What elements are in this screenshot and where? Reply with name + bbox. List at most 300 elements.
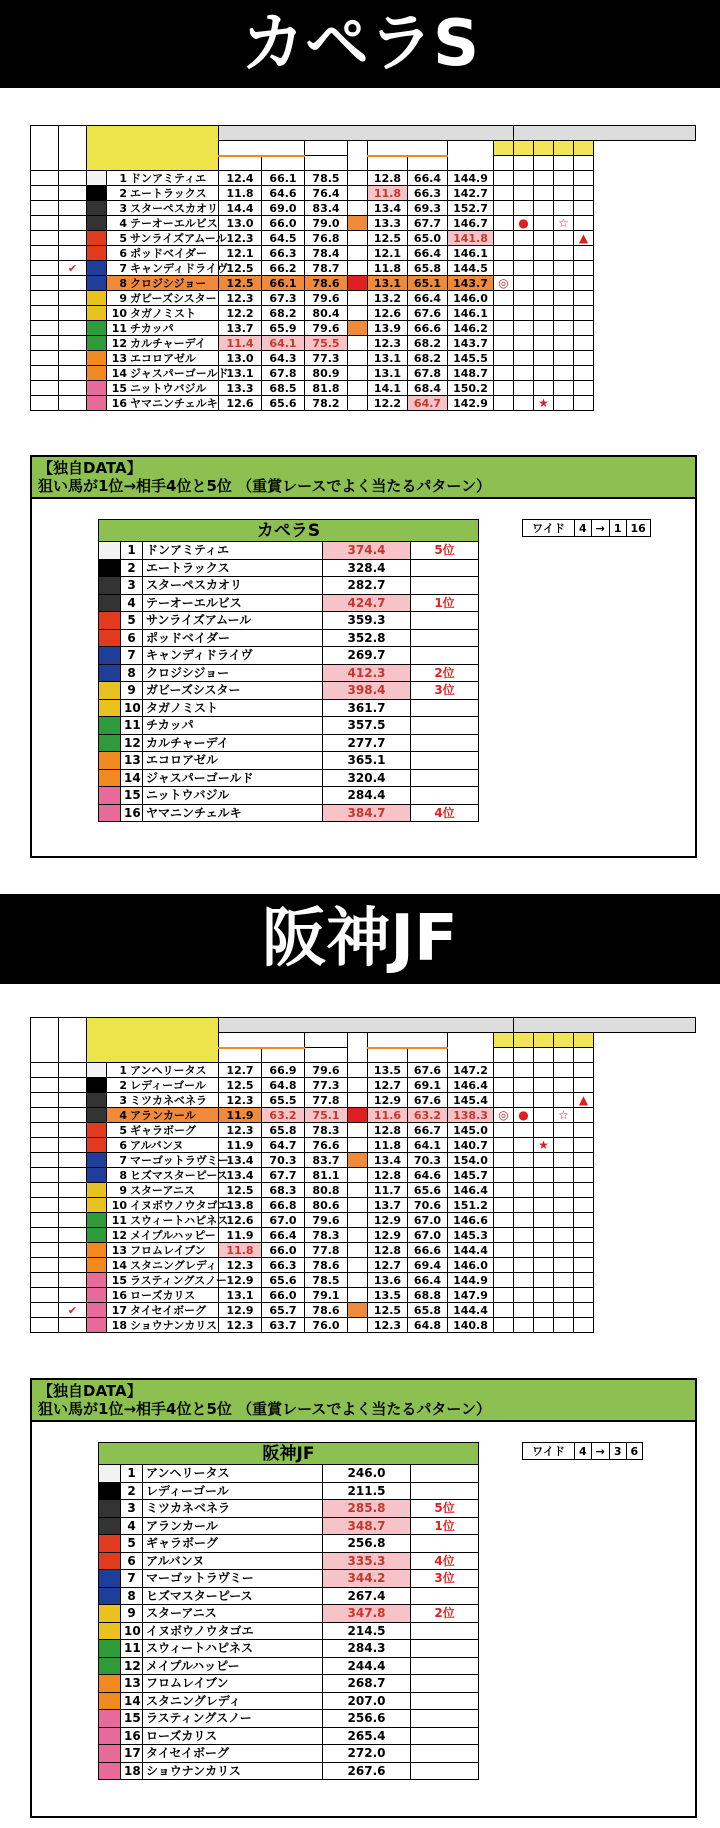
finish-cell [31, 1243, 59, 1258]
pattern-cell: ▲ [574, 1093, 594, 1108]
value-l1: 12.8 [368, 1243, 408, 1258]
pattern-cell [494, 1243, 514, 1258]
rank-row [99, 1570, 479, 1588]
wide-cell: 4 [575, 1443, 592, 1460]
pattern-cell [514, 396, 534, 411]
horse-number: 14 [111, 366, 127, 380]
horse-name: スターペスカオリ [143, 577, 323, 595]
pattern-cell: ▲ [574, 231, 594, 246]
pattern-cell [534, 351, 554, 366]
horse-name: ラスティングスノー [143, 1710, 323, 1728]
value-b2: 64.3 [262, 351, 305, 366]
pattern-cell [554, 1183, 574, 1198]
frame-swatch [87, 1153, 107, 1168]
horse-name-text: メイプルハッピー [130, 1228, 216, 1242]
value-l2: 66.4 [408, 291, 448, 306]
value-s: 78.6 [305, 1303, 348, 1318]
horse-name [107, 306, 219, 321]
frame-swatch [87, 1168, 107, 1183]
horse-number: 8 [119, 276, 127, 290]
horse-name-text: ミツカネベネラ [130, 1093, 207, 1107]
rank-label [411, 1675, 479, 1693]
rank-label [411, 629, 479, 647]
g-cell [59, 351, 87, 366]
value-l2: 64.7 [408, 396, 448, 411]
frame-swatch [99, 629, 121, 647]
value-l2: 65.1 [408, 276, 448, 291]
horse-name [107, 396, 219, 411]
rank-row [99, 594, 479, 612]
value-b2: 63.7 [262, 1318, 305, 1333]
pattern-cell [554, 1258, 574, 1273]
jitsu-cell [348, 1183, 368, 1198]
horse-number: 4 [121, 594, 143, 612]
finish-cell [31, 201, 59, 216]
pattern-cell [534, 1288, 554, 1303]
horse-name-text: ギャラボーグ [130, 1123, 196, 1137]
horse-name-text: タイセイボーグ [130, 1303, 207, 1317]
finish-cell [31, 1108, 59, 1123]
score: 277.7 [323, 734, 411, 752]
table-row [31, 1108, 696, 1123]
finish-cell [31, 1093, 59, 1108]
finish-cell [31, 1123, 59, 1138]
value-t: 147.2 [448, 1063, 494, 1078]
jitsu-cell [348, 1153, 368, 1168]
frame-swatch [87, 1258, 107, 1273]
frame-swatch [99, 664, 121, 682]
horse-number: 11 [111, 1213, 127, 1227]
jitsu-cell [348, 1108, 368, 1123]
horse-name-text: タガノミスト [130, 306, 196, 320]
value-b1: 13.8 [219, 1198, 262, 1213]
jitsu-cell [348, 366, 368, 381]
value-t: 144.4 [448, 1303, 494, 1318]
horse-name: カルチャーデイ [143, 734, 323, 752]
frame-swatch [99, 1587, 121, 1605]
table-row [31, 276, 696, 291]
horse-number: 3 [121, 1500, 143, 1518]
pattern-cell [514, 336, 534, 351]
horse-name-text: アルバンヌ [130, 1138, 184, 1152]
horse-name-text: エコロアゼル [130, 351, 196, 365]
horse-name: フロムレイブン [143, 1675, 323, 1693]
score: 284.3 [323, 1640, 411, 1658]
rank-label: 1位 [411, 594, 479, 612]
pattern-cell [574, 1243, 594, 1258]
frame-swatch [99, 1675, 121, 1693]
value-t: 150.2 [448, 381, 494, 396]
pattern-cell [514, 1318, 534, 1333]
g-cell [59, 1258, 87, 1273]
value-l2: 66.3 [408, 186, 448, 201]
frame-swatch [87, 396, 107, 411]
value-b1: 12.6 [219, 396, 262, 411]
horse-name-text: スターペスカオリ [130, 201, 218, 215]
pattern-cell [534, 201, 554, 216]
pattern-cell [534, 1123, 554, 1138]
g-cell [59, 1318, 87, 1333]
finish-cell [31, 1258, 59, 1273]
frame-swatch [99, 1500, 121, 1518]
value-b2: 64.7 [262, 1138, 305, 1153]
table-row [31, 216, 696, 231]
jitsu-cell [348, 1273, 368, 1288]
frame-swatch [87, 381, 107, 396]
horse-number: 2 [119, 1078, 127, 1092]
value-t: 145.3 [448, 1228, 494, 1243]
value-b2: 67.8 [262, 366, 305, 381]
horse-number: 7 [121, 647, 143, 665]
value-l1: 12.9 [368, 1228, 408, 1243]
value-l1: 13.1 [368, 366, 408, 381]
finish-cell [31, 1303, 59, 1318]
value-b2: 65.9 [262, 321, 305, 336]
jitsu-cell [348, 1063, 368, 1078]
frame-swatch [87, 171, 107, 186]
pattern-cell [554, 186, 574, 201]
jitsu-cell [348, 381, 368, 396]
value-t: 144.5 [448, 261, 494, 276]
arrow-label [305, 156, 348, 171]
pattern-cell [494, 1093, 514, 1108]
horse-name: ヤマニンチェルキ [143, 804, 323, 822]
rank-table [98, 519, 479, 822]
value-l2: 67.0 [408, 1213, 448, 1228]
pattern-cell [554, 381, 574, 396]
jitsu-cell [348, 396, 368, 411]
pattern-cell [494, 1303, 514, 1318]
pattern-cell [554, 336, 574, 351]
pattern-cell [574, 291, 594, 306]
horse-name: テーオーエルビス [143, 594, 323, 612]
table-row [31, 1273, 696, 1288]
col-g-header [59, 1018, 87, 1063]
table-row [31, 1318, 696, 1333]
rank-label: 2位 [411, 664, 479, 682]
table-row [31, 1153, 696, 1168]
pattern-cell: ◎ [494, 276, 514, 291]
horse-name: イヌボウノウタゴエ [143, 1622, 323, 1640]
race-name [87, 1018, 219, 1063]
horse-name [107, 186, 219, 201]
frame-swatch [99, 1727, 121, 1745]
horse-name-text: ポッドベイダー [130, 246, 207, 260]
score: 256.6 [323, 1710, 411, 1728]
pattern-cell [494, 336, 514, 351]
conditions-title [514, 1018, 696, 1033]
value-b2: 68.3 [262, 1183, 305, 1198]
pattern-cell [514, 1093, 534, 1108]
value-b2: 64.1 [262, 336, 305, 351]
pattern-cell [514, 1063, 534, 1078]
frame-swatch [99, 1570, 121, 1588]
pattern-cell [494, 1228, 514, 1243]
table-row [31, 1303, 696, 1318]
pattern-cell [554, 1093, 574, 1108]
g-cell [59, 1183, 87, 1198]
rank-row [99, 1657, 479, 1675]
value-b1: 11.9 [219, 1228, 262, 1243]
frame-swatch [87, 1198, 107, 1213]
value-t: 144.9 [448, 171, 494, 186]
value-s: 79.1 [305, 1288, 348, 1303]
horse-number: 10 [121, 699, 143, 717]
horse-name-text: フロムレイブン [130, 1243, 206, 1257]
horse-name [107, 1198, 229, 1213]
rank-label [411, 577, 479, 595]
horse-name: アルバンヌ [143, 1552, 323, 1570]
horse-name [107, 1273, 227, 1288]
finish-cell [31, 306, 59, 321]
frame-swatch [87, 336, 107, 351]
rank-row [99, 717, 479, 735]
table-row [31, 1078, 696, 1093]
value-l1: 13.7 [368, 1198, 408, 1213]
g-cell: ✔ [59, 1303, 87, 1318]
score: 211.5 [323, 1482, 411, 1500]
pattern-cell [574, 261, 594, 276]
value-b2: 66.0 [262, 216, 305, 231]
horse-number: 8 [119, 1168, 127, 1182]
pattern-cell [574, 1198, 594, 1213]
frame-swatch [87, 1303, 107, 1318]
wide-cell: ワイド [523, 520, 575, 537]
horse-number: 5 [119, 1123, 127, 1137]
horse-number: 2 [121, 559, 143, 577]
note [219, 1018, 514, 1033]
score: 214.5 [323, 1622, 411, 1640]
frame-swatch [99, 717, 121, 735]
wide-cell: → [591, 520, 609, 537]
jitsu-cell [348, 1258, 368, 1273]
col-rank-header [31, 1018, 59, 1063]
pattern-cell [534, 321, 554, 336]
rank-row [99, 1482, 479, 1500]
horse-name [107, 1303, 219, 1318]
pattern-cell [574, 381, 594, 396]
frame-swatch [99, 787, 121, 805]
pattern-cell [494, 321, 514, 336]
horse-name-text: カルチャーデイ [130, 336, 206, 350]
g-cell [59, 186, 87, 201]
pattern-cell: ◎ [494, 1108, 514, 1123]
pattern-mark [514, 1048, 534, 1063]
horse-name: ニットウバジル [143, 787, 323, 805]
pattern-cell [534, 1108, 554, 1123]
table-row [31, 1213, 696, 1228]
pattern-cell [534, 1168, 554, 1183]
pattern-cell [574, 1228, 594, 1243]
horse-number: 13 [111, 351, 127, 365]
pattern-cell [514, 1168, 534, 1183]
pattern-cell [514, 1228, 534, 1243]
rank-row [99, 1465, 479, 1483]
score: 412.3 [323, 664, 411, 682]
horse-name [107, 1228, 219, 1243]
rank-row [99, 664, 479, 682]
col-g-header [59, 126, 87, 171]
wide-cell: 4 [575, 520, 592, 537]
value-s: 79.6 [305, 1063, 348, 1078]
horse-name [107, 1168, 228, 1183]
rank-row [99, 682, 479, 700]
jitsu-cell [348, 1243, 368, 1258]
finish-cell [31, 186, 59, 201]
pattern-mark [534, 156, 554, 171]
score: 348.7 [323, 1517, 411, 1535]
value-s: 76.6 [305, 1138, 348, 1153]
value-b2: 65.6 [262, 396, 305, 411]
pattern-cell [534, 291, 554, 306]
horse-name: クロジシジョー [143, 664, 323, 682]
pattern-cell [494, 1273, 514, 1288]
pattern-cell [514, 1303, 534, 1318]
rank-label: 5位 [411, 542, 479, 560]
pattern-cell [554, 396, 574, 411]
pattern-cell [554, 321, 574, 336]
horse-name-text: スターアニス [130, 1183, 195, 1197]
rank-label [411, 1745, 479, 1763]
value-s: 77.8 [305, 1093, 348, 1108]
value-l1: 13.2 [368, 291, 408, 306]
value-s: 78.6 [305, 1258, 348, 1273]
g-cell [59, 1273, 87, 1288]
pattern-cell [574, 1153, 594, 1168]
value-s: 78.3 [305, 1228, 348, 1243]
value-b1: 12.5 [219, 261, 262, 276]
value-b1: 12.7 [219, 1063, 262, 1078]
pattern-cell [494, 216, 514, 231]
horse-name [107, 1288, 219, 1303]
frame-swatch [87, 1063, 107, 1078]
horse-name: スウィートハピネス [143, 1640, 323, 1658]
horse-number: 7 [119, 1153, 127, 1167]
jitsu-cell [348, 291, 368, 306]
horse-name-text: レディーゴール [130, 1078, 206, 1092]
pattern-cell [574, 1183, 594, 1198]
pattern-cell [514, 1258, 534, 1273]
pattern-cell [494, 1198, 514, 1213]
jitsu-cell [348, 1093, 368, 1108]
conditions-title [514, 126, 696, 141]
value-s: 79.6 [305, 1213, 348, 1228]
finish-cell [31, 1138, 59, 1153]
table-row [31, 396, 696, 411]
value-t: 146.4 [448, 1078, 494, 1093]
pattern-cell [514, 171, 534, 186]
horse-number: 6 [119, 1138, 127, 1152]
value-b1: 11.9 [219, 1138, 262, 1153]
pattern-cell [534, 1273, 554, 1288]
pattern-cell [574, 1288, 594, 1303]
horse-number: 9 [119, 1183, 127, 1197]
frame-swatch [99, 577, 121, 595]
pattern-cell [494, 171, 514, 186]
value-l2: 64.8 [408, 1318, 448, 1333]
value-b1: 11.4 [219, 336, 262, 351]
rank-label: 5位 [411, 1500, 479, 1518]
frame-swatch [99, 1622, 121, 1640]
horse-name [107, 1078, 219, 1093]
table-row [31, 1288, 696, 1303]
value-s: 83.7 [305, 1153, 348, 1168]
horse-name [107, 276, 219, 291]
value-l1: 12.8 [368, 1168, 408, 1183]
value-b1: 13.1 [219, 366, 262, 381]
value-t: 151.2 [448, 1198, 494, 1213]
horse-number: 10 [111, 306, 127, 320]
value-t: 138.3 [448, 1108, 494, 1123]
pattern-cell [574, 246, 594, 261]
value-b1: 12.3 [219, 231, 262, 246]
pattern-cell [494, 1183, 514, 1198]
data-box-title: 【独自DATA】 [38, 459, 142, 477]
horse-name [107, 351, 219, 366]
table-row [31, 1138, 696, 1153]
value-s: 80.4 [305, 306, 348, 321]
value-l2: 69.3 [408, 201, 448, 216]
score: 282.7 [323, 577, 411, 595]
value-s: 78.7 [305, 261, 348, 276]
pattern-cell [514, 366, 534, 381]
value-l1: 12.9 [368, 1093, 408, 1108]
finish-cell [31, 1198, 59, 1213]
pattern-cell [514, 276, 534, 291]
score: 207.0 [323, 1692, 411, 1710]
jitsu-label [348, 141, 368, 171]
table-row [31, 1198, 696, 1213]
value-b2: 67.3 [262, 291, 305, 306]
horse-number: 13 [121, 752, 143, 770]
value-t: 146.7 [448, 216, 494, 231]
horse-number: 13 [111, 1243, 127, 1257]
pattern-cell [574, 1123, 594, 1138]
frame-swatch [87, 1243, 107, 1258]
pattern-letter [534, 1033, 554, 1048]
horse-number: 15 [111, 381, 127, 395]
horse-name-text: マーゴットラヴミー [130, 1153, 229, 1167]
horse-number: 1 [121, 542, 143, 560]
finish-cell [31, 216, 59, 231]
jitsu-label [348, 1033, 368, 1063]
horse-name [107, 1063, 219, 1078]
value-b1: 12.2 [219, 306, 262, 321]
pattern-cell [534, 186, 554, 201]
pattern-cell [494, 306, 514, 321]
pattern-cell [574, 1318, 594, 1333]
frame-swatch [87, 201, 107, 216]
pattern-cell [494, 1123, 514, 1138]
pattern-cell [554, 276, 574, 291]
sum-label [305, 1033, 348, 1048]
horse-number: 17 [121, 1745, 143, 1763]
frame-swatch [99, 1692, 121, 1710]
rank-label [411, 1657, 479, 1675]
value-b2: 66.2 [262, 261, 305, 276]
horse-number: 3 [121, 577, 143, 595]
value-t: 148.7 [448, 366, 494, 381]
horse-name: エコロアゼル [143, 752, 323, 770]
finish-cell [31, 276, 59, 291]
finish-cell [31, 1273, 59, 1288]
table-row [31, 261, 696, 276]
value-l2: 64.1 [408, 1138, 448, 1153]
value-b1: 13.7 [219, 321, 262, 336]
value-l2: 65.0 [408, 231, 448, 246]
horse-name: ローズカリス [143, 1727, 323, 1745]
wide-cell: 3 [609, 1443, 626, 1460]
